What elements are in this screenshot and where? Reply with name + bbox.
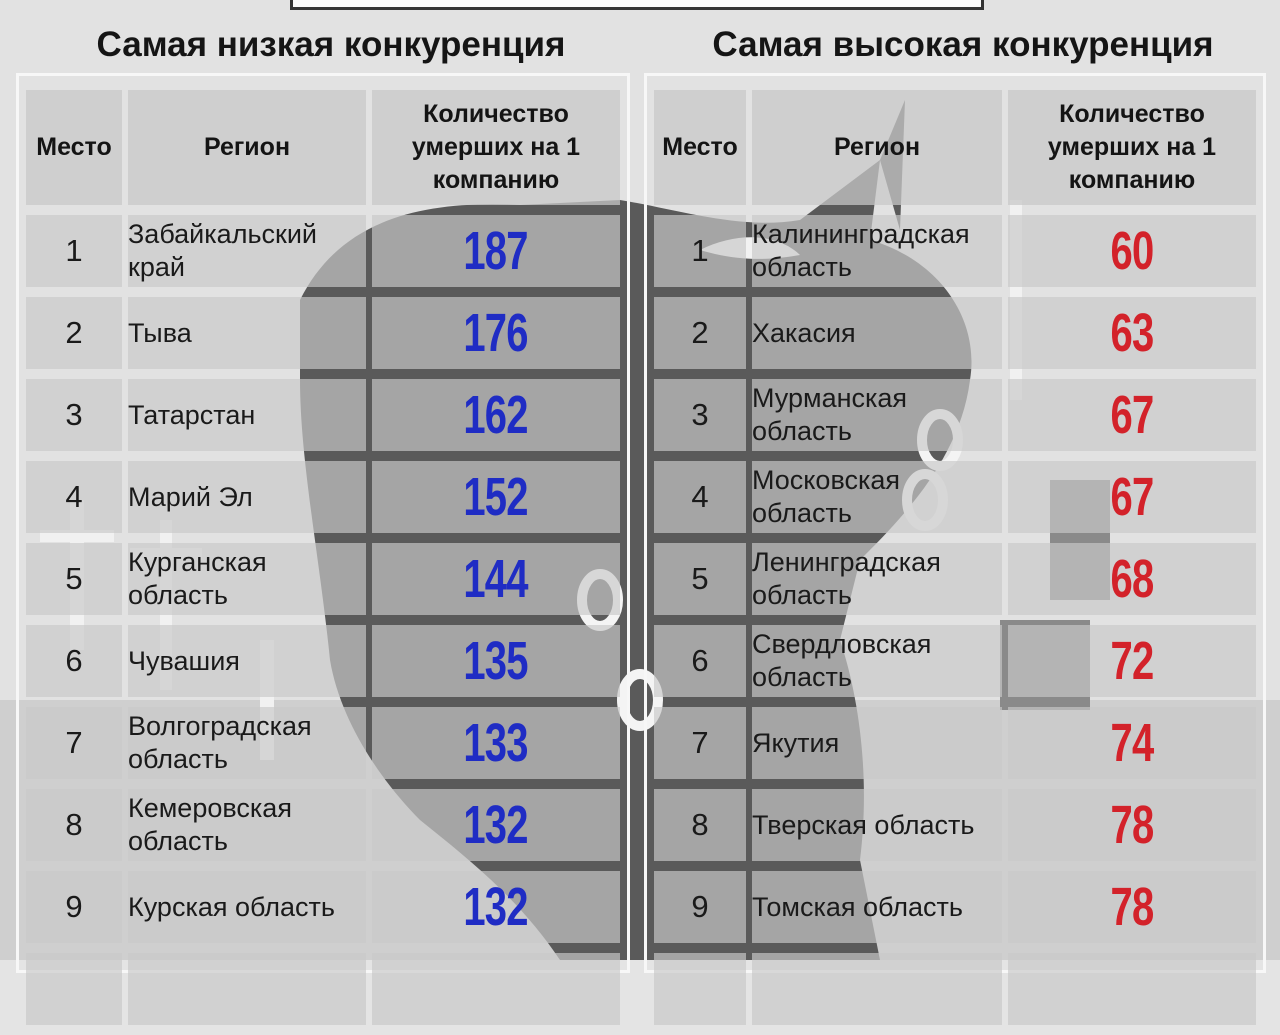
region-column-header: Регион	[128, 90, 366, 205]
count-cell	[1008, 379, 1256, 451]
right-section-title: Самая высокая конкуренция	[712, 25, 1214, 64]
region-cell: Свердловская область	[752, 625, 1002, 697]
place-cell: 4	[26, 461, 122, 533]
place-cell: 9	[654, 871, 746, 943]
region-cell: Томская область	[752, 871, 1002, 943]
count-cell	[1008, 215, 1256, 287]
region-column-header: Регион	[752, 90, 1002, 205]
place-cell: 7	[654, 707, 746, 779]
table-row	[26, 543, 620, 615]
region-cell: Курская область	[128, 871, 366, 943]
table-row	[654, 379, 1256, 451]
count-cell	[1008, 461, 1256, 533]
table-row	[26, 625, 620, 697]
top-header-box	[290, 0, 984, 10]
table-header-row	[654, 90, 1256, 205]
table-row	[26, 297, 620, 369]
region-cell: Московская область	[752, 461, 1002, 533]
count-value: 74	[1110, 713, 1154, 773]
left-section-title: Самая низкая конкуренция	[96, 25, 566, 64]
place-cell: 2	[26, 297, 122, 369]
table-row	[654, 215, 1256, 287]
region-cell: Якутия	[752, 707, 1002, 779]
low-competition-table	[20, 80, 626, 1035]
count-cell	[372, 789, 620, 861]
place-cell: 6	[654, 625, 746, 697]
region-cell: Марий Эл	[128, 461, 366, 533]
table-row	[26, 379, 620, 451]
table-row	[654, 297, 1256, 369]
region-cell: Тыва	[128, 297, 366, 369]
count-cell	[372, 707, 620, 779]
count-value: 60	[1110, 221, 1154, 281]
place-cell: 3	[654, 379, 746, 451]
count-value: 187	[463, 221, 529, 281]
count-cell	[372, 215, 620, 287]
place-cell: 4	[654, 461, 746, 533]
count-cell	[1008, 789, 1256, 861]
table-row	[654, 461, 1256, 533]
region-cell: Мурманская область	[752, 379, 1002, 451]
region-cell: Тверская область	[752, 789, 1002, 861]
table-row-partial	[26, 953, 620, 1025]
place-cell	[26, 953, 122, 1025]
region-cell: Калининградская область	[752, 215, 1002, 287]
count-cell	[372, 953, 620, 1025]
count-value: 133	[463, 713, 529, 773]
region-cell	[752, 953, 1002, 1025]
region-cell: Чувашия	[128, 625, 366, 697]
place-cell: 9	[26, 871, 122, 943]
table-header-row	[26, 90, 620, 205]
place-cell: 5	[26, 543, 122, 615]
count-value: 67	[1110, 385, 1154, 445]
place-column-header: Место	[654, 90, 746, 205]
count-cell	[1008, 871, 1256, 943]
table-row	[654, 707, 1256, 779]
count-value: 132	[463, 877, 529, 937]
place-cell: 8	[26, 789, 122, 861]
count-value: 135	[463, 631, 529, 691]
count-value: 67	[1110, 467, 1154, 527]
region-cell: Хакасия	[752, 297, 1002, 369]
count-value: 68	[1110, 549, 1154, 609]
count-cell	[1008, 543, 1256, 615]
table-row	[654, 871, 1256, 943]
table-row	[26, 871, 620, 943]
region-cell: Кемеровская область	[128, 789, 366, 861]
table-row	[26, 461, 620, 533]
count-value: 162	[463, 385, 529, 445]
place-cell: 2	[654, 297, 746, 369]
table-row	[654, 789, 1256, 861]
place-cell	[654, 953, 746, 1025]
count-value: 152	[463, 467, 529, 527]
count-cell	[372, 871, 620, 943]
count-cell	[1008, 297, 1256, 369]
region-cell: Волгоградская область	[128, 707, 366, 779]
count-cell	[372, 625, 620, 697]
table-row	[26, 789, 620, 861]
region-cell: Татарстан	[128, 379, 366, 451]
place-column-header: Место	[26, 90, 122, 205]
count-cell	[372, 461, 620, 533]
count-cell	[372, 543, 620, 615]
table-row-partial	[654, 953, 1256, 1025]
count-value: 78	[1110, 877, 1154, 937]
place-cell: 7	[26, 707, 122, 779]
table-row	[654, 625, 1256, 697]
region-cell	[128, 953, 366, 1025]
count-cell	[1008, 625, 1256, 697]
table-row	[26, 707, 620, 779]
count-cell	[372, 379, 620, 451]
count-cell	[372, 297, 620, 369]
region-cell: Курганская область	[128, 543, 366, 615]
place-cell: 1	[26, 215, 122, 287]
count-value: 72	[1110, 631, 1154, 691]
count-cell	[1008, 707, 1256, 779]
count-column-header: Количество умерших на 1 компанию	[372, 90, 620, 205]
count-value: 144	[463, 549, 529, 609]
region-cell: Ленинградская область	[752, 543, 1002, 615]
place-cell: 6	[26, 625, 122, 697]
high-competition-table	[648, 80, 1262, 1035]
place-cell: 1	[654, 215, 746, 287]
count-value: 176	[463, 303, 529, 363]
count-column-header: Количество умерших на 1 компанию	[1008, 90, 1256, 205]
place-cell: 8	[654, 789, 746, 861]
place-cell: 3	[26, 379, 122, 451]
place-cell: 5	[654, 543, 746, 615]
count-value: 63	[1110, 303, 1154, 363]
count-value: 78	[1110, 795, 1154, 855]
table-row	[26, 215, 620, 287]
count-value: 132	[463, 795, 529, 855]
table-row	[654, 543, 1256, 615]
region-cell: Забайкальский край	[128, 215, 366, 287]
count-cell	[1008, 953, 1256, 1025]
